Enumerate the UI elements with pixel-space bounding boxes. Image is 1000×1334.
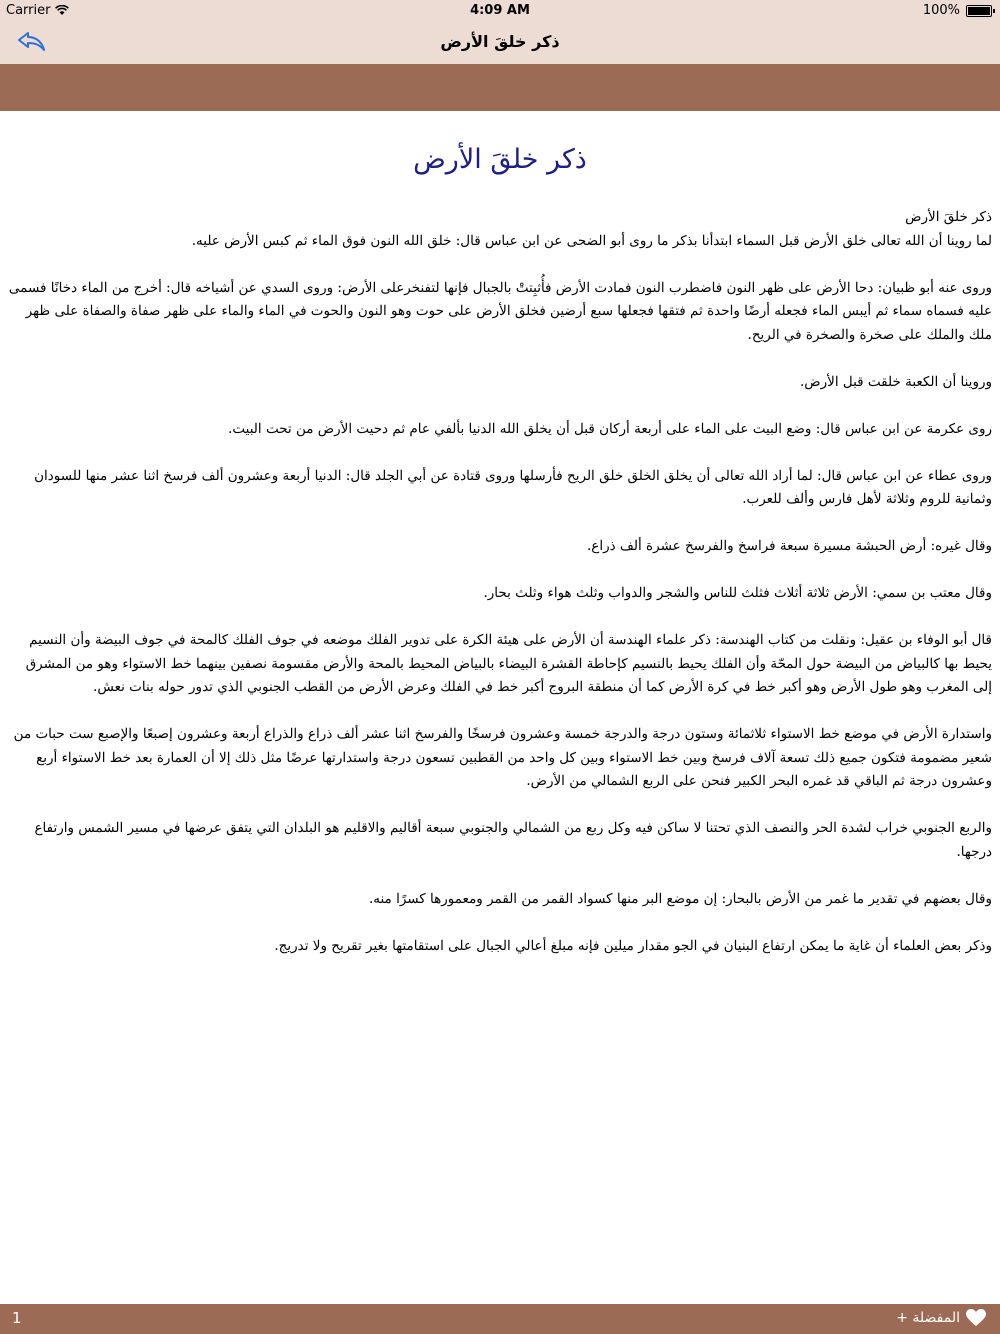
- paragraph: والربع الجنوبي خراب لشدة الحر والنصف الذي تحتنا لا ساكن فيه وكل ربع من الشمالي والجنوبي سبعة أقاليم والاقليم هو البلدان التي يتفق عرضها في مسير الشمس وارتفاع درجها.: [34, 820, 992, 860]
- nav-title: ذكر خلقَ الأرض: [440, 32, 560, 51]
- paragraph: لما روينا أن الله تعالى خلق الأرض قبل السماء ابتدأنا بذكر ما روى أبو الضحى عن ابن عباس قال: خلق الله النون فوق الماء ثم كبس الأرض عليه.: [191, 232, 992, 249]
- navigation-bar: [0, 22, 1000, 64]
- article-content: [0, 111, 1000, 1304]
- favorite-label: المفضلة +: [896, 1310, 960, 1326]
- article-body: [8, 206, 992, 982]
- article-heading: ذكر خلقَ الأرض: [413, 144, 587, 175]
- bottom-bar: [0, 1304, 1000, 1334]
- status-bar: [0, 0, 1000, 22]
- paragraph: وقال معتب بن سمي: الأرض ثلاثة أثلاث فثلث للناس والشجر والدواب وثلث هواء وثلث بحار.: [483, 585, 992, 601]
- battery-percent: 100%: [922, 3, 960, 18]
- page-number: 1: [12, 1309, 22, 1327]
- carrier-label: Carrier: [6, 3, 51, 18]
- status-right: [923, 3, 992, 18]
- paragraph: وروى عطاء عن ابن عباس قال: لما أراد الله تعالى أن يخلق الخلق خلق الريح فأرسلها وروى قتادة عن أبي الجلد قال: الدنيا أربعة وعشرون ألف فرسخ اثنا عشر منها للسودان وثمانية للروم وثلاثة لأهل فارس وألف للعرب.: [34, 467, 992, 507]
- battery-icon: [966, 5, 992, 17]
- paragraph: وروينا أن الكعبة خلقت قبل الأرض.: [800, 373, 992, 390]
- article-title-line: ذكر خلقَ الأرض: [905, 209, 992, 225]
- paragraph: روى عكرمة عن ابن عباس قال: وضع البيت على الماء على أربعة أركان قبل أن يخلق الله الدنيا بألفي عام ثم دحيت الأرض من تحت البيت.: [228, 420, 992, 437]
- paragraph: وروى عنه أبو ظبيان: دحا الأرض على ظهر النون فاضطرب النون فمادت الأرض فأُثبِتتْ بالجبال فإنها لتفنخرعلى الأرض: وروى السدي عن أشياخه قال: أخرج من الماء دخانًا فسمى عليه فسماه سماء ثم أيبس الماء فجعله أرضًا واحدة ثم فتقها فجعلها سبع أرضين فخلق الأرض على حوت وهو النون والحوت في الماء والماء على ظهر صفاة والصفاة على ظهر ملك والملك على صخرة والصخرة في الريح.: [8, 279, 992, 343]
- header-band: [0, 64, 1000, 111]
- favorite-button[interactable]: [896, 1309, 986, 1327]
- paragraph: وذكر بعض العلماء أن غاية ما يمكن ارتفاع البنيان في الجو مقدار ميلين فإنه مبلغ أعالي الجبال على استقامتها بغير تقريح ولا تدريج.: [274, 937, 992, 954]
- paragraph: وقال غيره: أرض الحبشة مسيرة سبعة فراسخ والفرسخ عشرة ألف ذراع.: [587, 538, 992, 554]
- heart-icon: [966, 1309, 986, 1327]
- paragraph: واستدارة الأرض في موضع خط الاستواء ثلاثمائة وستون درجة والدرجة خمسة وعشرون فرسخًا والفرسخ اثنا عشر ألف ذراع والذراع أربعة وعشرون إصبعًا والإصبع ست حبات من شعير مضمومة فتكون جميع ذلك تسعة آلاف فرسخ وبين خط الاستواء وبين كل واحد من القطبين تسعون درجة واستدارتها عرضًا مثل ذلك إلا أن العمارة بعد خط الاستواء أربع وعشرون درجة ثم الباقي قد غمره البحر الكبير فنحن على الربع الشمالي من الأرض.: [13, 726, 992, 789]
- paragraph: وقال بعضهم في تقدير ما غمر من الأرض بالبحار: إن موضع البر منها كسواد القمر من القمر ومعمورها كسرًا منه.: [368, 890, 992, 907]
- status-time: 4:09 AM: [470, 3, 530, 18]
- paragraph: قال أبو الوفاء بن عقيل: ونقلت من كتاب الهندسة: ذكر علماء الهندسة أن الأرض على هيئة الكرة على تدوير الفلك موضعه في جوف الفلك كالمحة في جوف البيضة وأن النسيم يحيط بها كالبياض من البيضة حول المحّة وأن الفلك يحيط بالنسيم كإحاطة القشرة البيضاء بالبياض المحيط بالمحة والأرض مقسومة نصفين بينهما خط الاستواء وهو من المشرق إلى المغرب وهو طول الأرض وهو أكبر خط في كرة الأرض كما أن منطقة البروج أكبر خط في الفلك وعرض الأرض من القطب الجنوبي الذي تدور حوله بنات نعش.: [25, 632, 992, 695]
